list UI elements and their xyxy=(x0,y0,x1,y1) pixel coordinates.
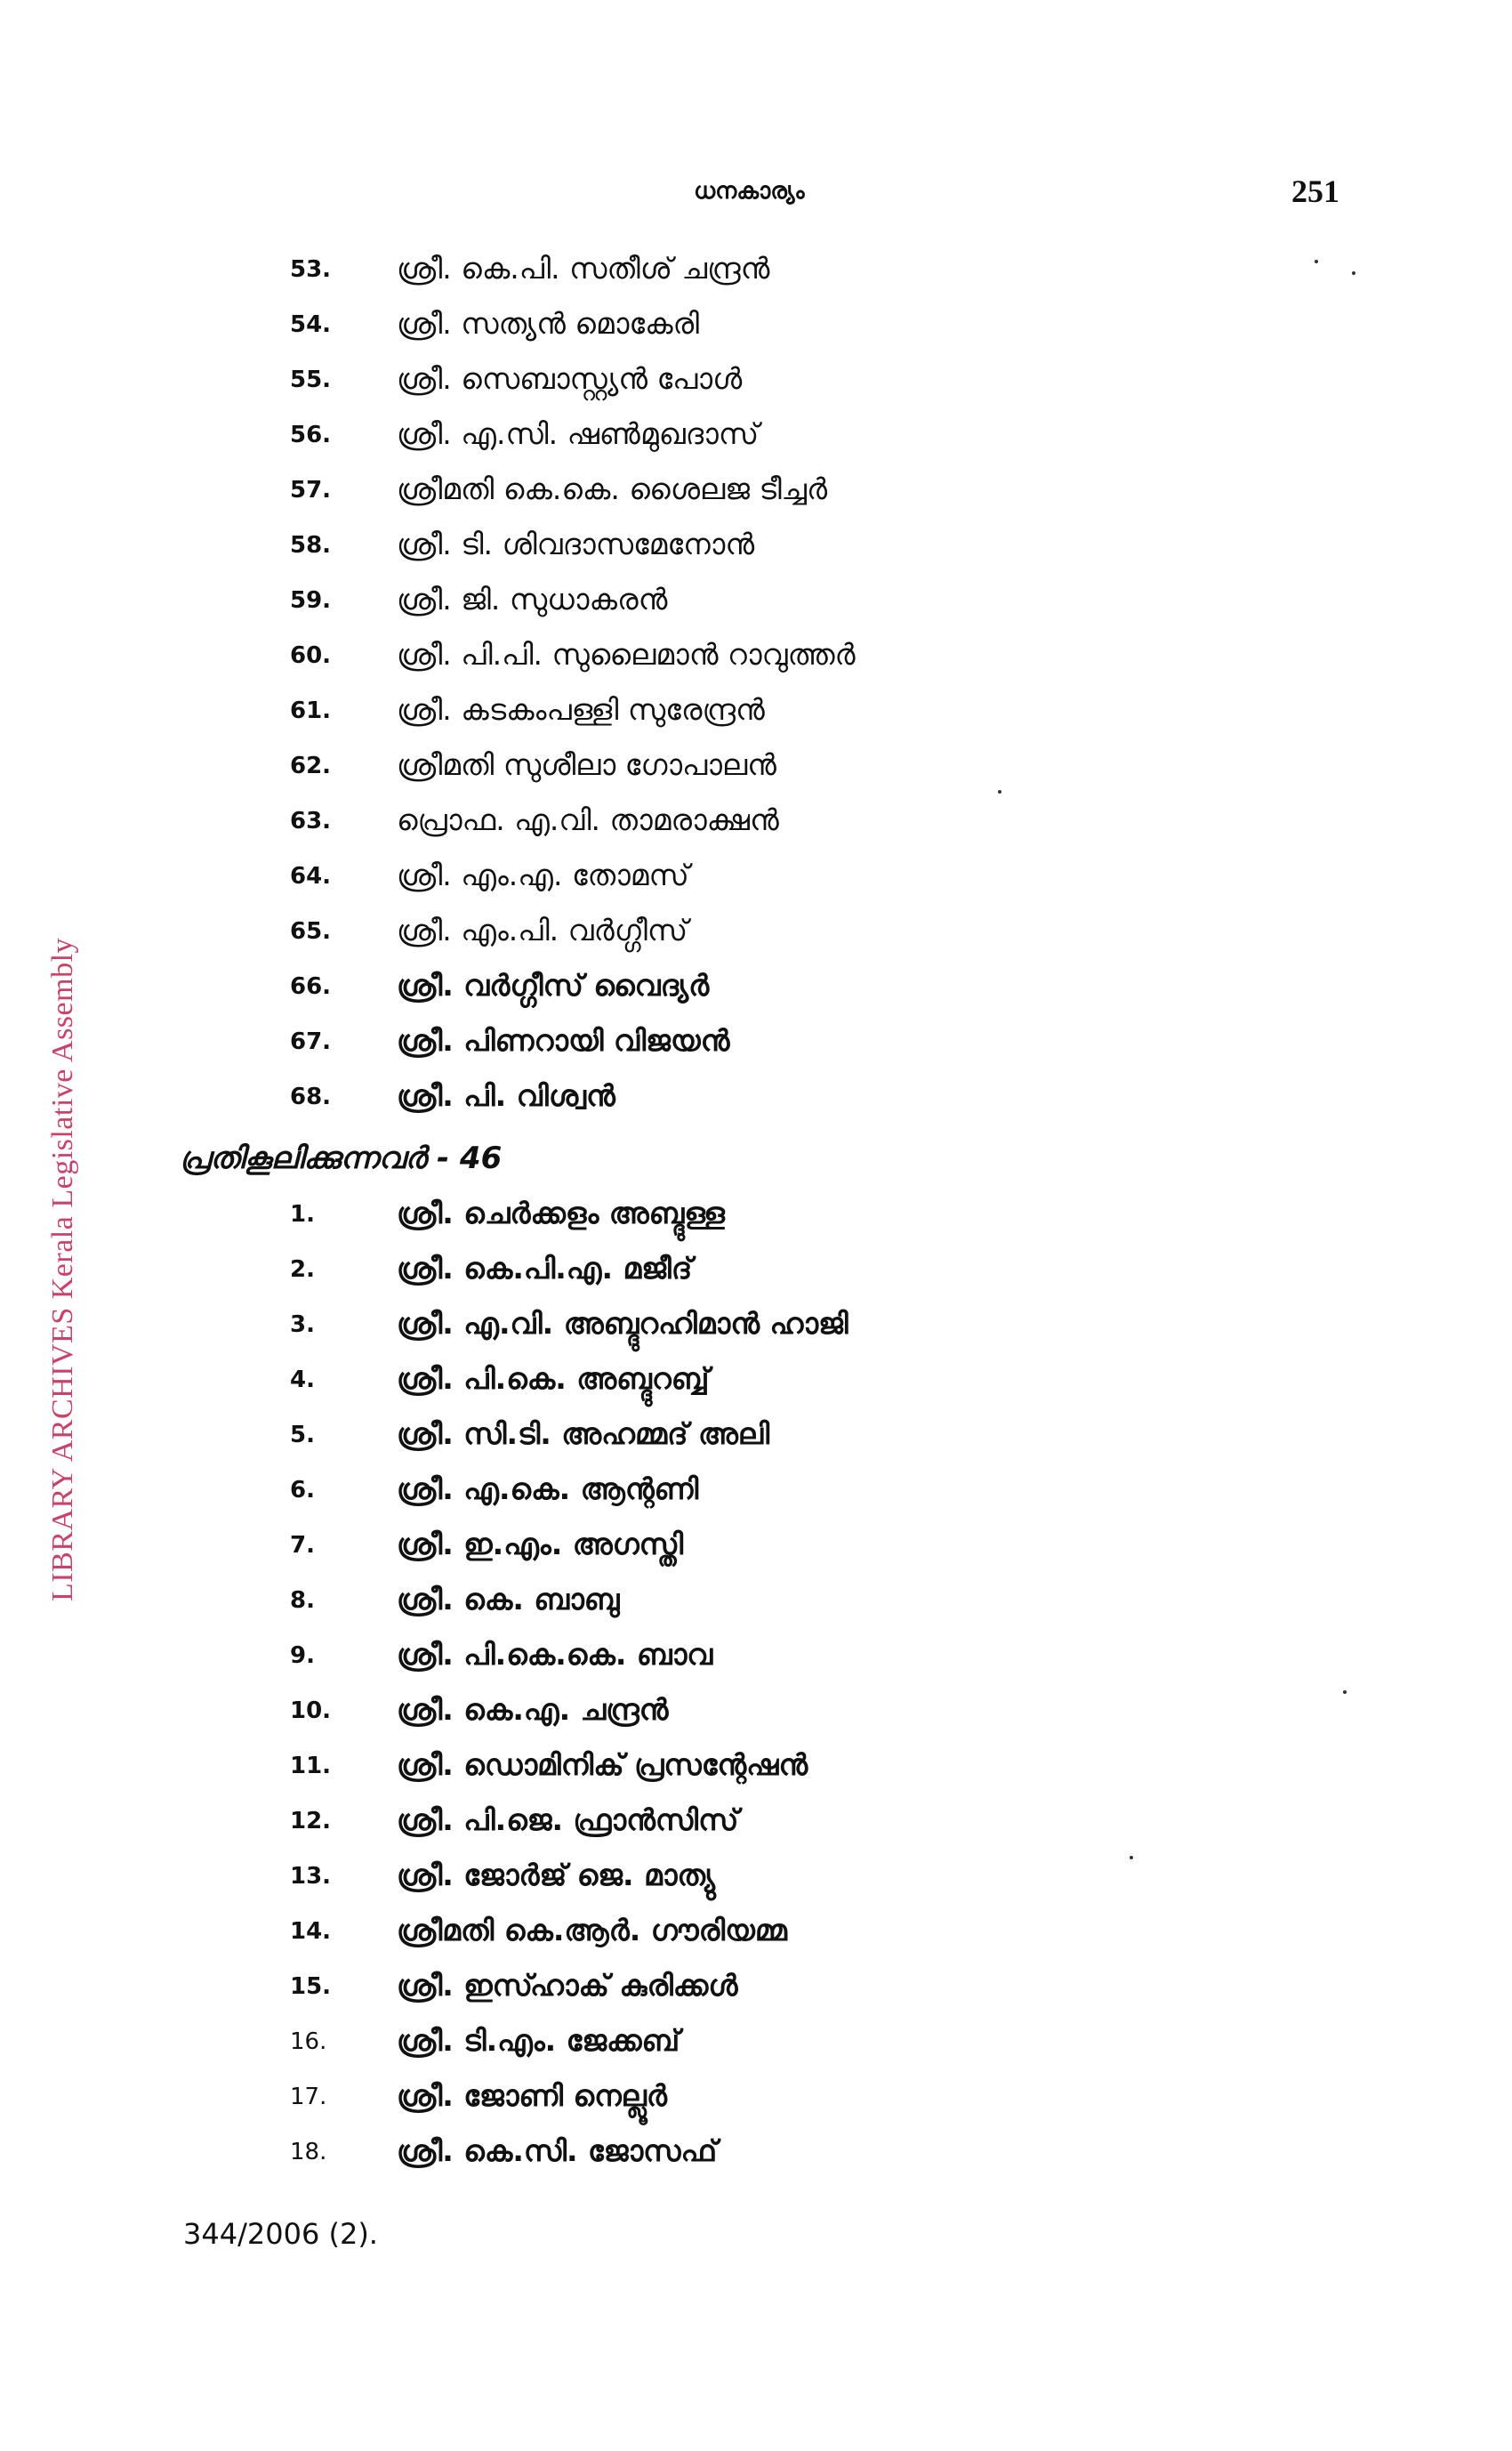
list-item xyxy=(0,1687,1512,1742)
item-number: 10. xyxy=(290,1697,332,1724)
member-name: ശ്രീ. കടകംപള്ളി സുരേന്ദ്രൻ xyxy=(397,692,765,727)
item-number: 56. xyxy=(290,422,332,448)
item-number: 64. xyxy=(290,863,332,890)
item-number: 7. xyxy=(290,1532,315,1559)
item-number: 16. xyxy=(290,2028,327,2055)
item-number: 62. xyxy=(290,753,332,779)
member-name: ശ്രീ. എ.കെ. ആന്റണി xyxy=(397,1471,699,1506)
member-name: ശ്രീ. ടി.എം. ജേക്കബ് xyxy=(397,2023,680,2058)
item-number: 5. xyxy=(290,1422,315,1448)
list-item xyxy=(0,1246,1512,1301)
list-item xyxy=(0,632,1512,687)
list-item xyxy=(0,1907,1512,1963)
list-item xyxy=(0,1963,1512,2018)
member-name: ശ്രീ. പി.ജെ. ഫ്രാൻസിസ് xyxy=(397,1802,739,1837)
member-name: ശ്രീ. പി. വിശ്വൻ xyxy=(397,1078,615,1113)
running-title: ധനകാര്യം xyxy=(694,178,805,205)
list-item xyxy=(0,1190,1512,1246)
member-name: ശ്രീ. കെ. ബാബു xyxy=(397,1582,620,1617)
list-item xyxy=(0,1797,1512,1852)
against-list xyxy=(0,1190,1512,2183)
member-name: ശ്രീ. പി.കെ. അബ്ദുറബ്ബ് xyxy=(397,1361,710,1396)
member-name: ശ്രീ. ഡൊമിനിക് പ്രസന്റേഷൻ xyxy=(397,1747,808,1782)
member-name: ശ്രീ. പി.പി. സുലൈമാൻ റാവുത്തർ xyxy=(397,637,856,672)
scan-speck xyxy=(1130,1856,1133,1859)
member-name: ശ്രീമതി കെ.കെ. ശൈലജ ടീച്ചർ xyxy=(397,472,828,506)
item-number: 15. xyxy=(290,1973,332,2000)
item-number: 58. xyxy=(290,532,332,559)
member-name: ശ്രീ. എ.സി. ഷൺമുഖദാസ് xyxy=(397,416,760,451)
list-item xyxy=(0,907,1512,963)
item-number: 14. xyxy=(290,1918,332,1945)
item-number: 17. xyxy=(290,2084,327,2110)
list-item xyxy=(0,521,1512,576)
archive-watermark: LIBRARY ARCHIVES Kerala Legislative Assembly xyxy=(46,937,79,1601)
list-item xyxy=(0,1632,1512,1687)
member-name: ശ്രീ. ഇസ്ഹാക് കുരിക്കൾ xyxy=(397,1968,738,2003)
list-item xyxy=(0,1466,1512,1521)
list-item xyxy=(0,1521,1512,1576)
member-name: ശ്രീ. വർഗ്ഗീസ് വൈദ്യർ xyxy=(397,968,710,1003)
item-number: 67. xyxy=(290,1028,332,1055)
member-name: ശ്രീ. സത്യൻ മൊകേരി xyxy=(397,306,700,341)
member-name: ശ്രീമതി സുശീലാ ഗോപാലൻ xyxy=(397,747,776,782)
item-number: 9. xyxy=(290,1642,315,1669)
list-item xyxy=(0,742,1512,797)
list-item xyxy=(0,576,1512,632)
list-item xyxy=(0,687,1512,742)
member-name: ശ്രീ. എം.എ. തോമസ് xyxy=(397,858,689,892)
item-number: 65. xyxy=(290,918,332,945)
member-name: ശ്രീ. കെ.എ. ചന്ദ്രൻ xyxy=(397,1692,669,1727)
item-number: 8. xyxy=(290,1587,315,1614)
list-item xyxy=(0,466,1512,521)
member-name: ശ്രീ. കെ.പി.എ. മജീദ് xyxy=(397,1251,693,1286)
item-number: 2. xyxy=(290,1256,315,1283)
list-item xyxy=(0,411,1512,466)
member-name: ശ്രീ. ജി. സുധാകരൻ xyxy=(397,582,668,617)
list-item xyxy=(0,246,1512,301)
item-number: 60. xyxy=(290,642,332,669)
list-item xyxy=(0,1411,1512,1466)
footer-code: 344/2006 (2). xyxy=(183,2217,378,2251)
item-number: 63. xyxy=(290,808,332,834)
item-number: 18. xyxy=(290,2139,327,2165)
list-item xyxy=(0,301,1512,356)
member-name: ശ്രീ. കെ.പി. സതീശ് ചന്ദ്രൻ xyxy=(397,251,770,286)
item-number: 59. xyxy=(290,587,332,614)
item-number: 66. xyxy=(290,973,332,1000)
list-item xyxy=(0,356,1512,411)
scan-speck xyxy=(1352,271,1355,275)
list-item xyxy=(0,797,1512,852)
list-item xyxy=(0,2018,1512,2073)
list-item xyxy=(0,1576,1512,1632)
scan-speck xyxy=(1343,1690,1347,1694)
item-number: 57. xyxy=(290,477,332,504)
member-name: ശ്രീ. ജോണി നെല്ലൂർ xyxy=(397,2078,668,2113)
item-number: 68. xyxy=(290,1084,332,1110)
item-number: 54. xyxy=(290,311,332,338)
list-item xyxy=(0,2128,1512,2183)
list-item xyxy=(0,1852,1512,1907)
page-number: 251 xyxy=(1291,173,1339,209)
member-name: ശ്രീ. കെ.സി. ജോസഫ് xyxy=(397,2133,718,2168)
item-number: 55. xyxy=(290,367,332,393)
member-name: പ്രൊഫ. എ.വി. താമരാക്ഷൻ xyxy=(397,802,779,837)
member-name: ശ്രീ. എം.പി. വർഗ്ഗീസ് xyxy=(397,913,688,947)
list-item xyxy=(0,963,1512,1018)
list-item xyxy=(0,1742,1512,1797)
page-header xyxy=(0,173,1512,214)
item-number: 1. xyxy=(290,1201,315,1228)
member-name: ശ്രീ. ടി. ശിവദാസമേനോൻ xyxy=(397,527,755,561)
item-number: 12. xyxy=(290,1808,332,1834)
item-number: 53. xyxy=(290,256,332,283)
member-name: ശ്രീ. പി.കെ.കെ. ബാവ xyxy=(397,1637,713,1672)
member-name: ശ്രീ. ഇ.എം. അഗസ്തി xyxy=(397,1527,684,1561)
list-item xyxy=(0,1301,1512,1356)
list-item xyxy=(0,1356,1512,1411)
item-number: 13. xyxy=(290,1863,332,1890)
list-item xyxy=(0,1018,1512,1073)
scan-speck xyxy=(998,790,1001,794)
member-name: ശ്രീ. സെബാസ്റ്റ്യൻ പോൾ xyxy=(397,361,743,396)
list-item xyxy=(0,1073,1512,1128)
member-name: ശ്രീ. സി.ടി. അഹമ്മദ് അലി xyxy=(397,1416,770,1451)
member-name: ശ്രീ. എ.വി. അബ്ദുറഹിമാൻ ഹാജി xyxy=(397,1306,848,1341)
item-number: 6. xyxy=(290,1477,315,1504)
member-name: ശ്രീ. ചെർക്കളം അബ്ദുള്ള xyxy=(397,1196,725,1230)
member-name: ശ്രീമതി കെ.ആർ. ഗൗരിയമ്മ xyxy=(397,1913,787,1947)
member-name: ശ്രീ. ജോർജ് ജെ. മാത്യു xyxy=(397,1858,716,1892)
supporters-list xyxy=(0,246,1512,1128)
item-number: 4. xyxy=(290,1367,315,1393)
scan-speck xyxy=(1315,260,1318,263)
item-number: 3. xyxy=(290,1311,315,1338)
list-item xyxy=(0,852,1512,907)
member-name: ശ്രീ. പിണറായി വിജയൻ xyxy=(397,1023,730,1058)
item-number: 61. xyxy=(290,697,332,724)
list-item xyxy=(0,2073,1512,2128)
against-heading: പ്രതികൂലിക്കുന്നവർ - 46 xyxy=(180,1141,503,1176)
item-number: 11. xyxy=(290,1753,332,1779)
